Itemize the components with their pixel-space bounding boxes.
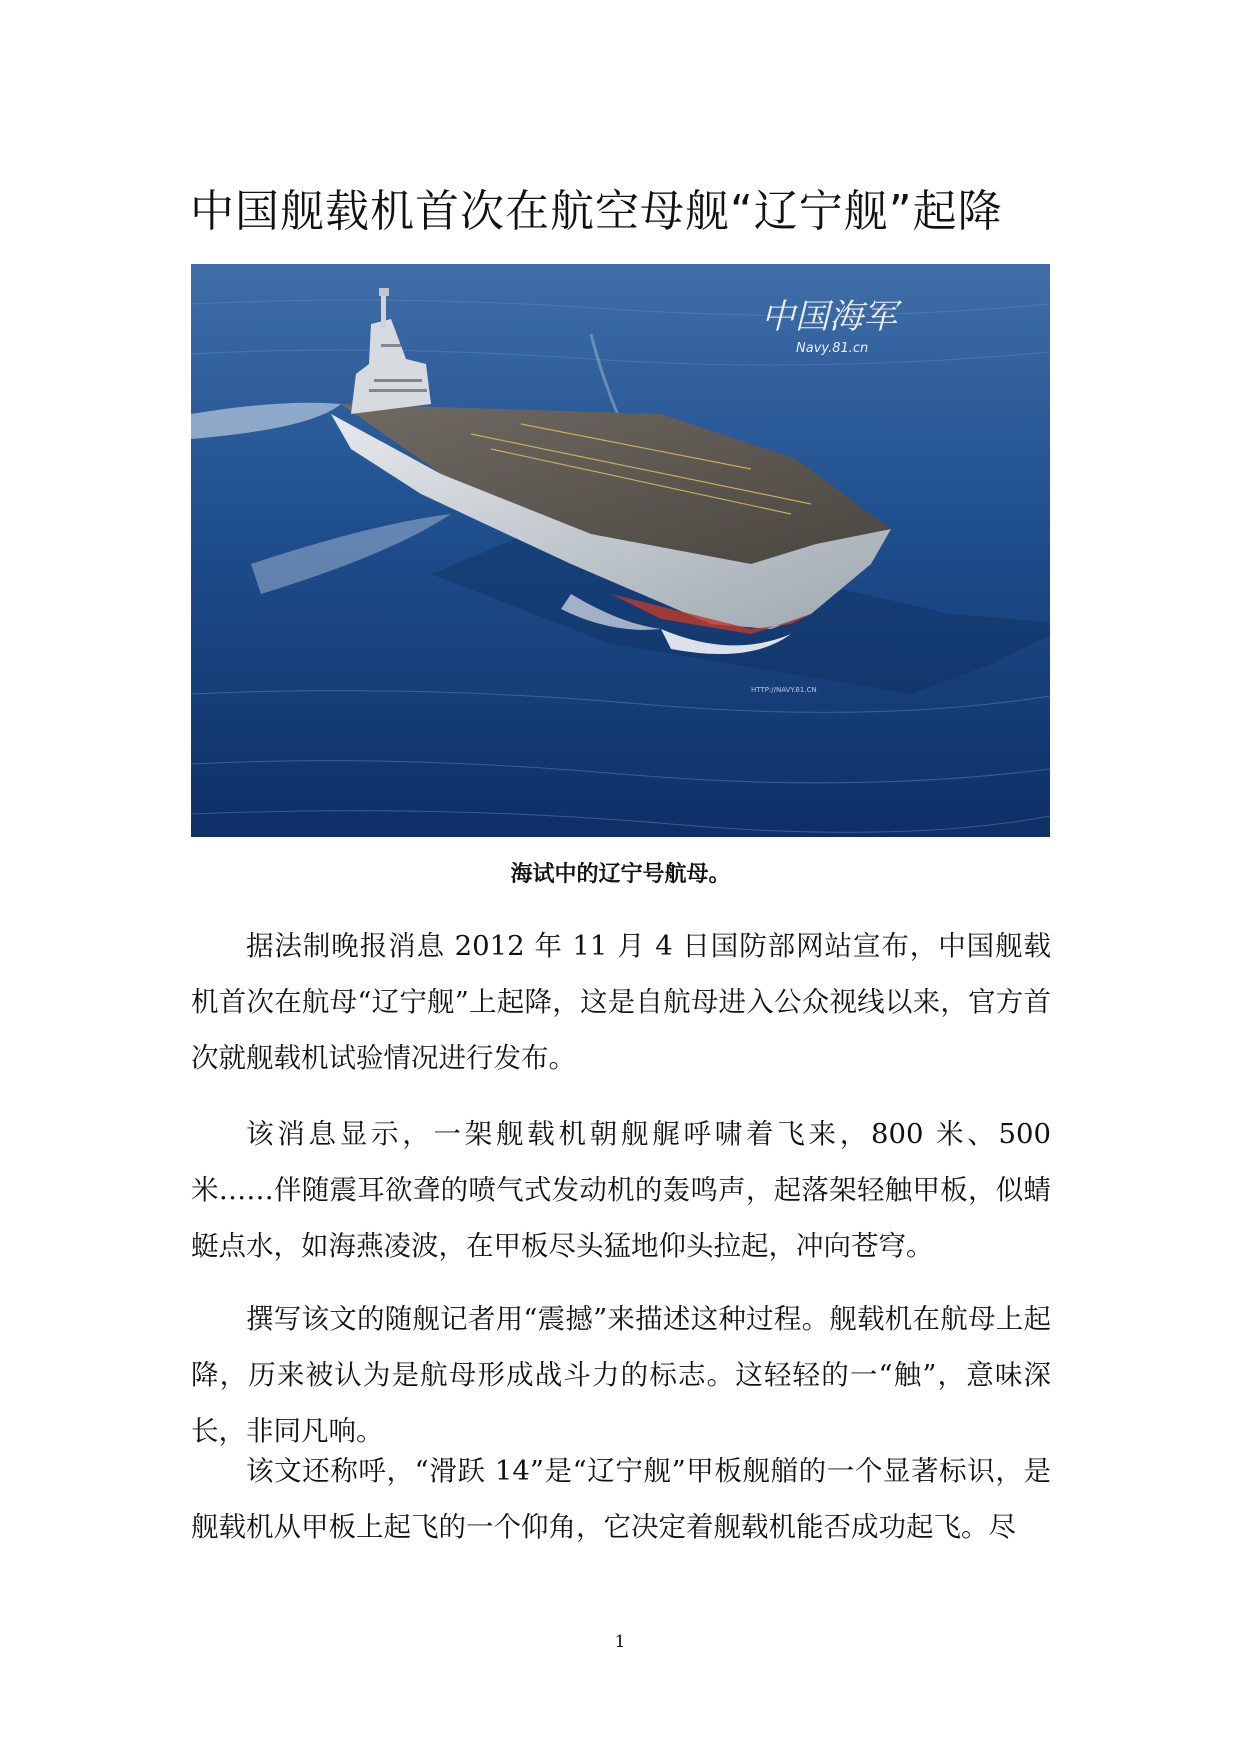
paragraph-4: 该文还称呼，“滑跃 14”是“辽宁舰”甲板舰艏的一个显著标识，是舰载机从甲板上起飞的一个仰角，它决定着舰载机能否成功起飞。尽 (191, 1455, 1051, 1543)
paragraph-2: 该消息显示，一架舰载机朝舰艉呼啸着飞来，800 米、500 米……伴随震耳欲聋的喷气式发动机的轰鸣声，起落架轻触甲板，似蜻蜓点水，如海燕凌波，在甲板尽头猛地仰头拉起，冲向苍穹。 (191, 1118, 1051, 1262)
watermark-logo: 中国海军 (761, 297, 897, 337)
watermark-url: Navy.81.cn (796, 341, 869, 356)
paragraph-3: 撰写该文的随舰记者用“震撼”来描述这种过程。舰载机在航母上起降，历来被认为是航母形成战斗力的标志。这轻轻的一“触”，意味深长，非同凡响。 (191, 1303, 1051, 1447)
carrier-illustration (191, 264, 1050, 837)
paragraph-4-container (191, 1443, 1051, 1559)
bow-watermark: HTTP://NAVY.81.CN (751, 686, 817, 694)
photo-caption: 海试中的辽宁号航母。 (510, 862, 731, 887)
paragraph-1: 据法制晚报消息 2012 年 11 月 4 日国防部网站宣布，中国舰载机首次在航母“辽宁舰”上起降，这是自航母进入公众视线以来，官方首次就舰载机试验情况进行发布。 (191, 930, 1051, 1074)
aircraft-carrier-photo (191, 264, 1050, 837)
page-title: 中国舰载机首次在航空母舰“辽宁舰”起降 (190, 186, 1003, 237)
page-number: 1 (614, 1632, 626, 1652)
